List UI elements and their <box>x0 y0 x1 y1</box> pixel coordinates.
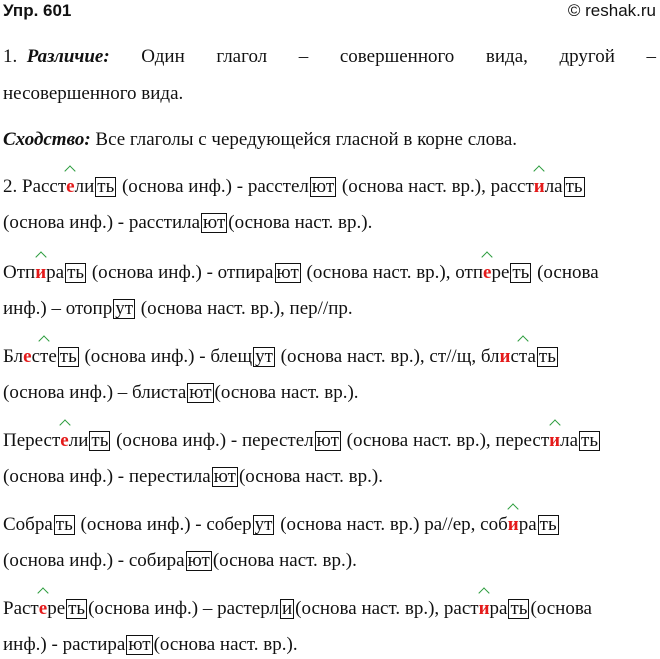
s5-word2: перестел ют <box>241 430 339 451</box>
p1-line2: несовершенного вида. <box>3 83 184 104</box>
s3-word3: отпере ть <box>455 262 530 283</box>
p1-word: Один <box>141 46 185 67</box>
suffix-box: ть <box>539 514 557 535</box>
s7-word4: растира ют <box>62 634 151 655</box>
vowel-mark: е <box>483 262 492 283</box>
ending-box: ют <box>276 262 299 283</box>
s6-word3: собира ть <box>480 514 557 535</box>
s2-line2: (основа инф.) - расстила ют (основа наст. вр.). <box>3 212 373 233</box>
vowel-mark: е <box>38 598 48 619</box>
suffix-box: ть <box>538 346 556 367</box>
s4-word2: блещ ут <box>210 346 273 367</box>
suffix-box: ть <box>91 430 109 451</box>
vowel-mark: е <box>66 176 75 197</box>
s2-word1: Расстели ть <box>22 176 115 197</box>
p1-word: глагол <box>216 46 268 67</box>
suffix-box: ть <box>55 514 73 535</box>
s6-word1: Собра ть <box>3 514 73 535</box>
s4-word3: блиста ть <box>480 346 556 367</box>
s7-word2: растерл и <box>217 598 293 619</box>
s5-word1: Перестели ть <box>3 430 109 451</box>
p1-word: другой <box>559 46 615 67</box>
s6-line1: Собра ть (основа инф.) - собер ут (основа наст. вр.) ра//ер, собира ть <box>3 514 656 536</box>
suffix-box: ть <box>59 346 77 367</box>
ending-box: ют <box>187 550 210 571</box>
similarity-label: Сходство: <box>3 129 91 150</box>
s6-word4: собира ют <box>128 550 210 571</box>
p1-word: – <box>646 46 656 67</box>
s6-alternation: ра//ер, <box>424 514 476 535</box>
s7-line2: инф.) - растира ют (основа наст. вр.). <box>3 634 298 655</box>
base-inf-label: (основа инф.) <box>121 176 233 197</box>
vowel-mark: и <box>35 262 47 283</box>
s4-alternation: ст//щ, <box>429 346 477 367</box>
vowel-mark: и <box>507 514 519 535</box>
vowel-mark: и <box>533 176 545 197</box>
s5-word3: перестила ть <box>495 430 598 451</box>
suffix-box: ть <box>512 262 530 283</box>
vowel-mark: и <box>499 346 511 367</box>
s7-word1: Растере ть <box>3 598 86 619</box>
s2-word3: расстила ть <box>490 176 583 197</box>
ending-box: ют <box>316 430 339 451</box>
p1-word: – <box>298 46 309 67</box>
suffix-box: ть <box>565 176 583 197</box>
s6-word2: собер ут <box>206 514 273 535</box>
p1-word: совершенного <box>339 46 455 67</box>
difference-label: Различие: <box>26 46 110 67</box>
suffix-box: ть <box>67 262 85 283</box>
site-credit: © reshak.ru <box>567 1 656 20</box>
s3-line2: инф.) – отопр ут (основа наст. вр.), пер//пр. <box>3 298 353 319</box>
p1-number: 1. <box>3 46 18 67</box>
s4-line1: Блесте ть (основа инф.) - блещ ут (основа наст. вр.), ст//щ, блиста ть <box>3 346 656 368</box>
ending-box: ут <box>255 346 273 367</box>
s7-word3: растира ть <box>443 598 528 619</box>
s6-line2: (основа инф.) - собира ют (основа наст. вр.). <box>3 550 357 571</box>
s7-line1: Растере ть (основа инф.) – растерл и (основа наст. вр.), растира ть (основа <box>3 598 592 619</box>
ending-box: ут <box>254 514 273 535</box>
s2-word2: расстел ют <box>247 176 335 197</box>
ending-box: ут <box>115 298 134 319</box>
s2-line1: 2. Расстели ть (основа инф.) - расстел ют (основа наст. вр.), расстила ть <box>3 176 656 198</box>
similarity-text: Все глаголы с чередующейся гласной в корне слова. <box>90 129 518 150</box>
vowel-mark: е <box>23 346 32 367</box>
s4-word4: блиста ют <box>132 382 212 403</box>
p1-word: вида, <box>485 46 528 67</box>
similarity-line <box>3 129 656 151</box>
s3-word2: отпира ют <box>217 262 299 283</box>
suffix-box: ть <box>68 598 86 619</box>
s3-alternation: , пер//пр. <box>280 298 353 319</box>
p1-line1 <box>3 46 656 68</box>
exercise-title: Упр. 601 <box>3 1 72 20</box>
vowel-mark: и <box>549 430 561 451</box>
s5-word4: перестила ют <box>128 466 236 487</box>
ending-box: ют <box>189 382 212 403</box>
suffix-box: ть <box>581 430 598 451</box>
s5-line1: Перестели ть (основа инф.) - перестел ют (основа наст. вр.), перестила ть <box>3 430 656 452</box>
s4-line2: (основа инф.) – блиста ют (основа наст. вр.). <box>3 382 359 403</box>
s3-line1: Отпира ть (основа инф.) - отпира ют (основа наст. вр.), отпере ть (основа <box>3 262 599 283</box>
ending-box: и <box>281 598 293 619</box>
ending-box: ют <box>203 212 226 233</box>
ending-box: ют <box>311 176 335 197</box>
suffix-box: ть <box>510 598 528 619</box>
vowel-mark: и <box>478 598 490 619</box>
s3-word4: отопр ут <box>65 298 134 319</box>
s3-word1: Отпира ть <box>3 262 85 283</box>
ending-box: ют <box>128 634 151 655</box>
ending-box: ют <box>213 466 236 487</box>
s5-line2: (основа инф.) - перестила ют (основа наст. вр.). <box>3 466 383 487</box>
base-pres-label: (основа наст. вр.) <box>341 176 482 197</box>
s2-number: 2. <box>3 176 18 197</box>
suffix-box: ть <box>97 176 115 197</box>
s4-word1: Блесте ть <box>3 346 77 367</box>
vowel-mark: е <box>60 430 69 451</box>
s2-word4: расстила ют <box>128 212 226 233</box>
